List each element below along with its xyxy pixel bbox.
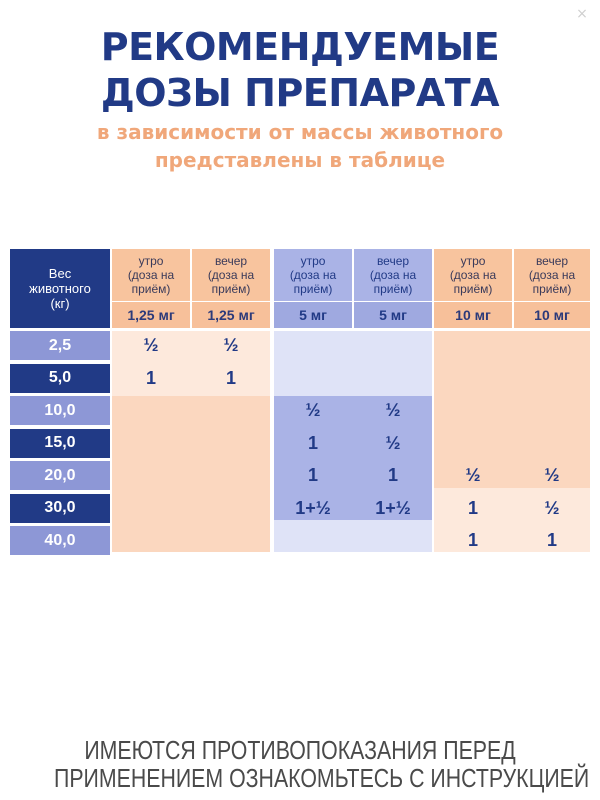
dose-value-cell	[112, 429, 190, 458]
group-2-morning-header	[274, 249, 352, 301]
dose-value-cell	[514, 429, 590, 458]
dose-value-cell	[274, 364, 352, 393]
dose-value-cell	[274, 526, 352, 555]
dose-value-cell	[354, 331, 432, 360]
weight-cell: 2,5	[10, 331, 110, 360]
header-line: приём)	[373, 282, 413, 296]
dose-value-cell: ½	[544, 497, 560, 518]
subtitle-line-1: в зависимости от массы животного	[96, 120, 504, 144]
footer-line-1: ИМЕЮТСЯ ПРОТИВОПОКАЗАНИЯ ПЕРЕД	[84, 735, 516, 765]
weight-header-line-2: животного	[29, 281, 91, 296]
dose-value-cell	[192, 429, 270, 458]
dose-value-cell	[112, 526, 190, 555]
dose-value-cell: 1+½	[295, 497, 331, 518]
dose-value-cell: ½	[385, 400, 401, 420]
warning-footer	[54, 735, 590, 793]
group-1-evening-header	[192, 249, 270, 301]
dose-value-cell: ½	[385, 432, 401, 453]
page-subtitle	[0, 118, 600, 174]
dose-value-cell	[274, 331, 352, 360]
header-line: утро	[138, 254, 164, 268]
header-line: приём)	[211, 282, 251, 296]
dose-value-cell: 1+½	[375, 497, 411, 518]
dose-value-cell	[514, 364, 590, 393]
weight-cell: 30,0	[10, 494, 110, 523]
group-2-evening-dose: 5 мг	[354, 302, 432, 328]
dose-value-cell	[112, 461, 190, 490]
group-3-evening-header	[514, 249, 590, 301]
page-title	[0, 24, 600, 116]
title-line-2: ДОЗЫ ПРЕПАРАТА	[100, 71, 500, 115]
dose-value-cell	[192, 396, 270, 425]
footer-line-2: ПРИМЕНЕНИЕМ ОЗНАКОМЬТЕСЬ С ИНСТРУКЦИЕЙ	[54, 763, 590, 793]
dose-value-cell	[434, 396, 512, 425]
dose-value-cell: ½	[223, 335, 239, 355]
header-line: (доза на	[127, 268, 175, 282]
header-line: (доза на	[528, 268, 576, 282]
group-3-morning-dose: 10 мг	[434, 302, 512, 328]
dose-value-cell	[192, 461, 270, 490]
dosage-table	[10, 249, 590, 552]
header-line: приём)	[532, 282, 572, 296]
group-2-morning-dose: 5 мг	[274, 302, 352, 328]
header-line: вечер	[214, 254, 248, 268]
dose-value-cell	[434, 331, 512, 360]
weight-cell: 40,0	[10, 526, 110, 555]
dose-value-cell	[434, 429, 512, 458]
title-line-1: РЕКОМЕНДУЕМЫЕ	[100, 25, 500, 69]
header-line: вечер	[376, 254, 410, 268]
weight-cell: 10,0	[10, 396, 110, 425]
header-line: (доза на	[289, 268, 337, 282]
header-line: утро	[460, 254, 486, 268]
header-line: утро	[300, 254, 326, 268]
dose-value-cell: 1	[307, 465, 318, 485]
header-line: приём)	[453, 282, 493, 296]
dose-value-cell: 1	[546, 530, 557, 550]
dose-value-cell	[514, 396, 590, 425]
dose-value-cell	[354, 526, 432, 555]
weight-cell: 5,0	[10, 364, 110, 393]
dose-value-cell	[514, 331, 590, 360]
header-line: приём)	[293, 282, 333, 296]
header-line: вечер	[535, 254, 569, 268]
group-3-evening-dose: 10 мг	[514, 302, 590, 328]
header-line: (доза на	[207, 268, 255, 282]
weight-column-header	[10, 249, 110, 328]
dose-value-cell: 1	[467, 497, 478, 518]
dose-value-cell: 1	[467, 530, 478, 550]
dose-value-cell: 1	[225, 367, 236, 388]
close-icon[interactable]: ×	[576, 6, 588, 22]
dose-value-cell	[192, 526, 270, 555]
group-1-morning-dose: 1,25 мг	[112, 302, 190, 328]
group-3-morning-header	[434, 249, 512, 301]
group-1-evening-dose: 1,25 мг	[192, 302, 270, 328]
dose-value-cell: 1	[307, 432, 318, 453]
dose-value-cell: 1	[145, 367, 156, 388]
dose-value-cell: ½	[465, 465, 481, 485]
dose-value-cell: ½	[305, 400, 321, 420]
dose-value-cell	[112, 396, 190, 425]
header-line: приём)	[131, 282, 171, 296]
dose-value-cell: 1	[387, 465, 398, 485]
dose-value-cell	[112, 494, 190, 523]
weight-cell: 15,0	[10, 429, 110, 458]
weight-header-line-3: (кг)	[50, 296, 70, 311]
dose-value-cell	[434, 364, 512, 393]
dose-value-cell: ½	[544, 465, 560, 485]
group-2-evening-header	[354, 249, 432, 301]
subtitle-line-2: представлены в таблице	[154, 148, 446, 172]
header-line: (доза на	[369, 268, 417, 282]
weight-header-line-1: Вес	[48, 266, 72, 281]
header-line: (доза на	[449, 268, 497, 282]
dose-value-cell: ½	[143, 335, 159, 355]
dose-value-cell	[354, 364, 432, 393]
weight-cell: 20,0	[10, 461, 110, 490]
dose-value-cell	[192, 494, 270, 523]
group-1-morning-header	[112, 249, 190, 301]
